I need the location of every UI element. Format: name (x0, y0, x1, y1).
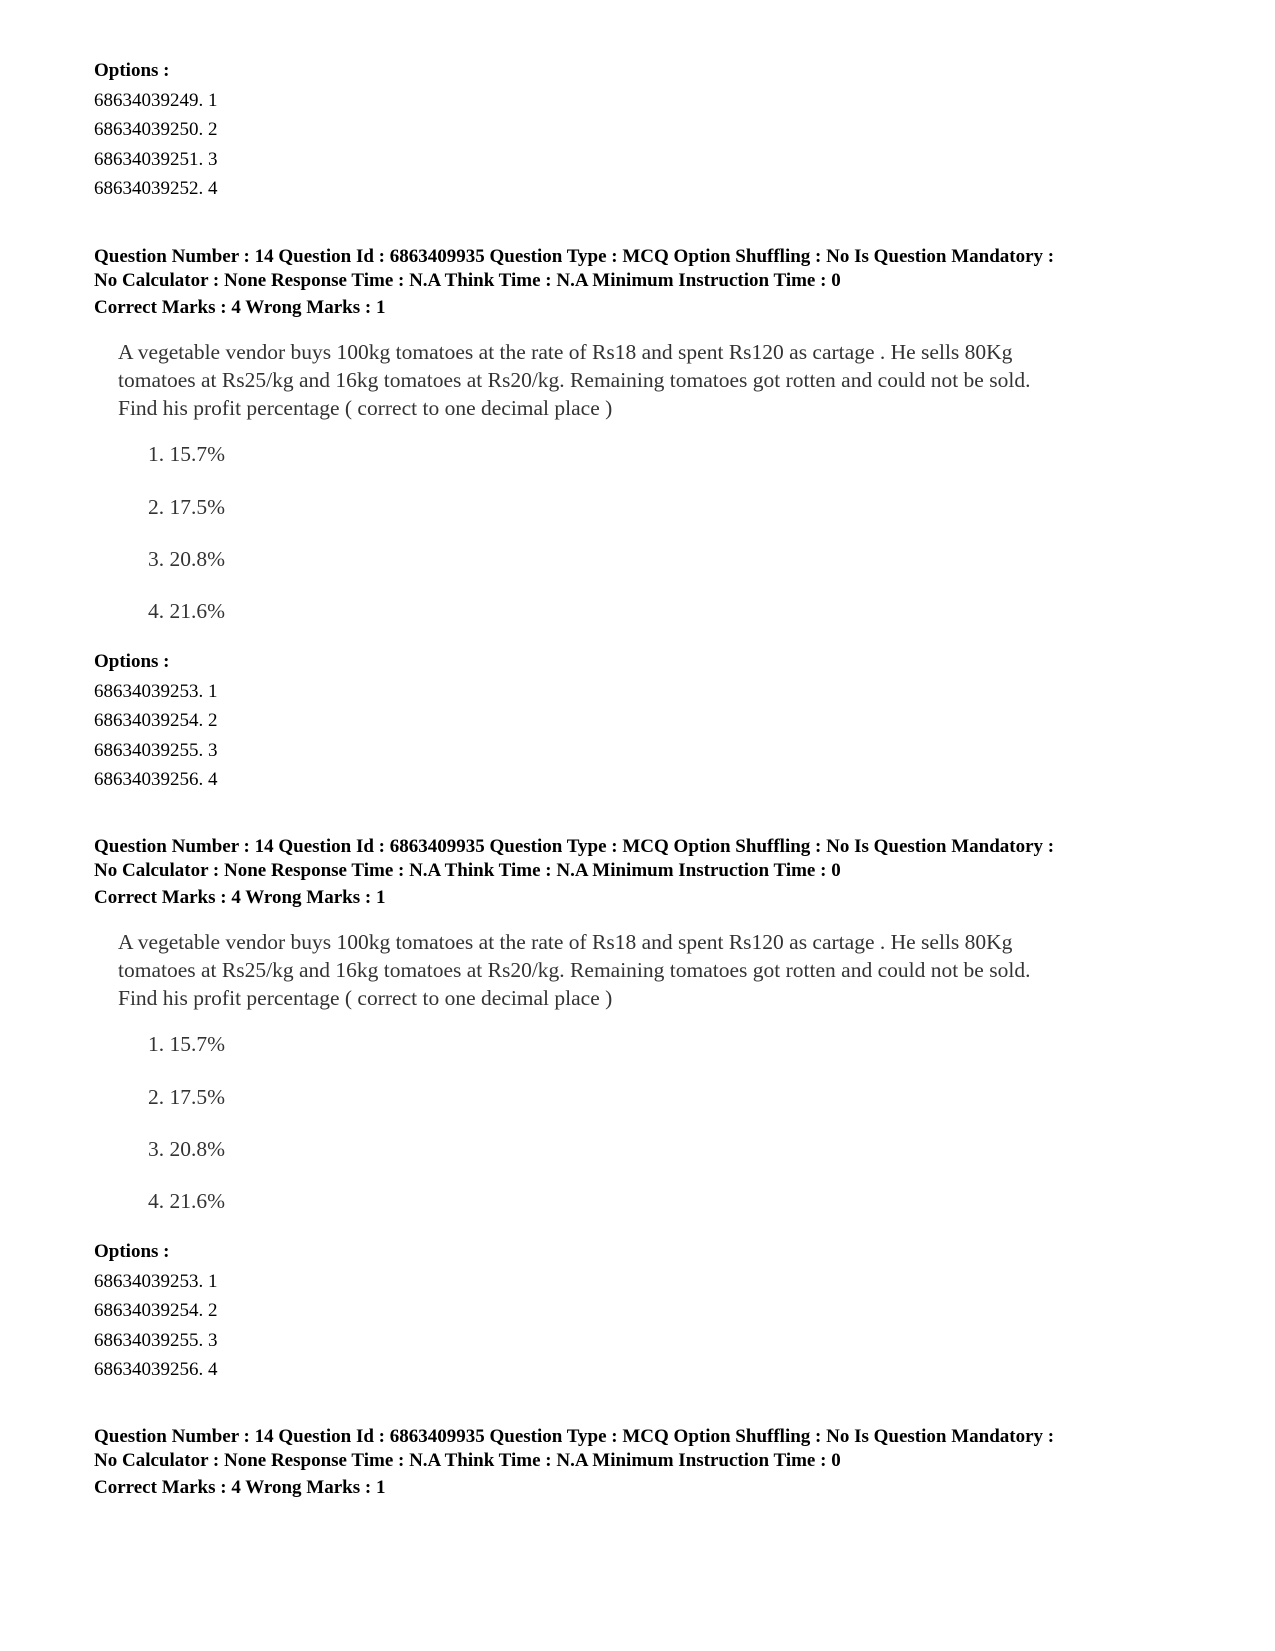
options-block-2 (94, 647, 218, 795)
question-choice: 3. 20.8% (148, 1137, 226, 1161)
question-text-line: tomatoes at Rs25/kg and 16kg tomatoes at Rs20/kg. Remaining tomatoes got rotten and could not be sold. (118, 958, 1031, 982)
question-choice: 2. 17.5% (148, 495, 226, 519)
question-choice: 4. 21.6% (148, 1189, 226, 1213)
question-choice: 1. 15.7% (148, 1032, 226, 1056)
question-text-line: Find his profit percentage ( correct to one decimal place ) (118, 396, 613, 420)
option-id-line: 68634039254. 2 (94, 1300, 218, 1321)
question-meta-line-1: Question Number : 14 Question Id : 6863409935 Question Type : MCQ Option Shuffling : No Is Question Mandatory : (94, 246, 1055, 267)
options-label: Options : (94, 651, 170, 672)
option-id-line: 68634039255. 3 (94, 1329, 218, 1351)
option-id-line: 68634039249. 1 (94, 89, 218, 111)
question-choice: 1. 15.7% (148, 442, 226, 466)
options-block-3 (94, 1237, 218, 1385)
question-meta (94, 1425, 1054, 1473)
question-text-line: A vegetable vendor buys 100kg tomatoes at the rate of Rs18 and spent Rs120 as cartage . He sells 80Kg (118, 930, 1013, 954)
option-id-line: 68634039256. 4 (94, 769, 218, 790)
option-id-line: 68634039254. 2 (94, 710, 218, 731)
option-id-line: 68634039250. 2 (94, 119, 218, 140)
option-id-line: 68634039252. 4 (94, 178, 218, 199)
question-text-line: Find his profit percentage ( correct to one decimal place ) (118, 986, 613, 1010)
option-id-line: 68634039256. 4 (94, 1359, 218, 1380)
option-id-line: 68634039251. 3 (94, 148, 218, 170)
question-meta (94, 245, 1054, 293)
question-text-line: A vegetable vendor buys 100kg tomatoes at the rate of Rs18 and spent Rs120 as cartage . He sells 80Kg (118, 340, 1013, 364)
question-meta-line-2: No Calculator : None Response Time : N.A Think Time : N.A Minimum Instruction Time : 0 (94, 1450, 841, 1471)
options-label: Options : (94, 1241, 170, 1262)
question-text-line: tomatoes at Rs25/kg and 16kg tomatoes at Rs20/kg. Remaining tomatoes got rotten and could not be sold. (118, 368, 1031, 392)
question-choice: 4. 21.6% (148, 599, 226, 623)
option-id-line: 68634039255. 3 (94, 739, 218, 761)
question-meta-line-1: Question Number : 14 Question Id : 6863409935 Question Type : MCQ Option Shuffling : No Is Question Mandatory : (94, 1426, 1055, 1447)
question-meta (94, 835, 1054, 883)
question-meta-line-2: No Calculator : None Response Time : N.A Think Time : N.A Minimum Instruction Time : 0 (94, 860, 841, 881)
question-meta-line-1: Question Number : 14 Question Id : 6863409935 Question Type : MCQ Option Shuffling : No Is Question Mandatory : (94, 836, 1055, 857)
options-block-1 (94, 56, 218, 204)
question-image (118, 338, 1168, 623)
marks-line: Correct Marks : 4 Wrong Marks : 1 (94, 1477, 386, 1498)
option-id-line: 68634039253. 1 (94, 680, 218, 702)
options-label: Options : (94, 60, 170, 81)
marks-line: Correct Marks : 4 Wrong Marks : 1 (94, 887, 386, 908)
question-image (118, 928, 1168, 1213)
question-meta-line-2: No Calculator : None Response Time : N.A Think Time : N.A Minimum Instruction Time : 0 (94, 270, 841, 291)
marks-line: Correct Marks : 4 Wrong Marks : 1 (94, 297, 386, 318)
question-choice: 2. 17.5% (148, 1085, 226, 1109)
question-choice: 3. 20.8% (148, 547, 226, 571)
option-id-line: 68634039253. 1 (94, 1270, 218, 1292)
